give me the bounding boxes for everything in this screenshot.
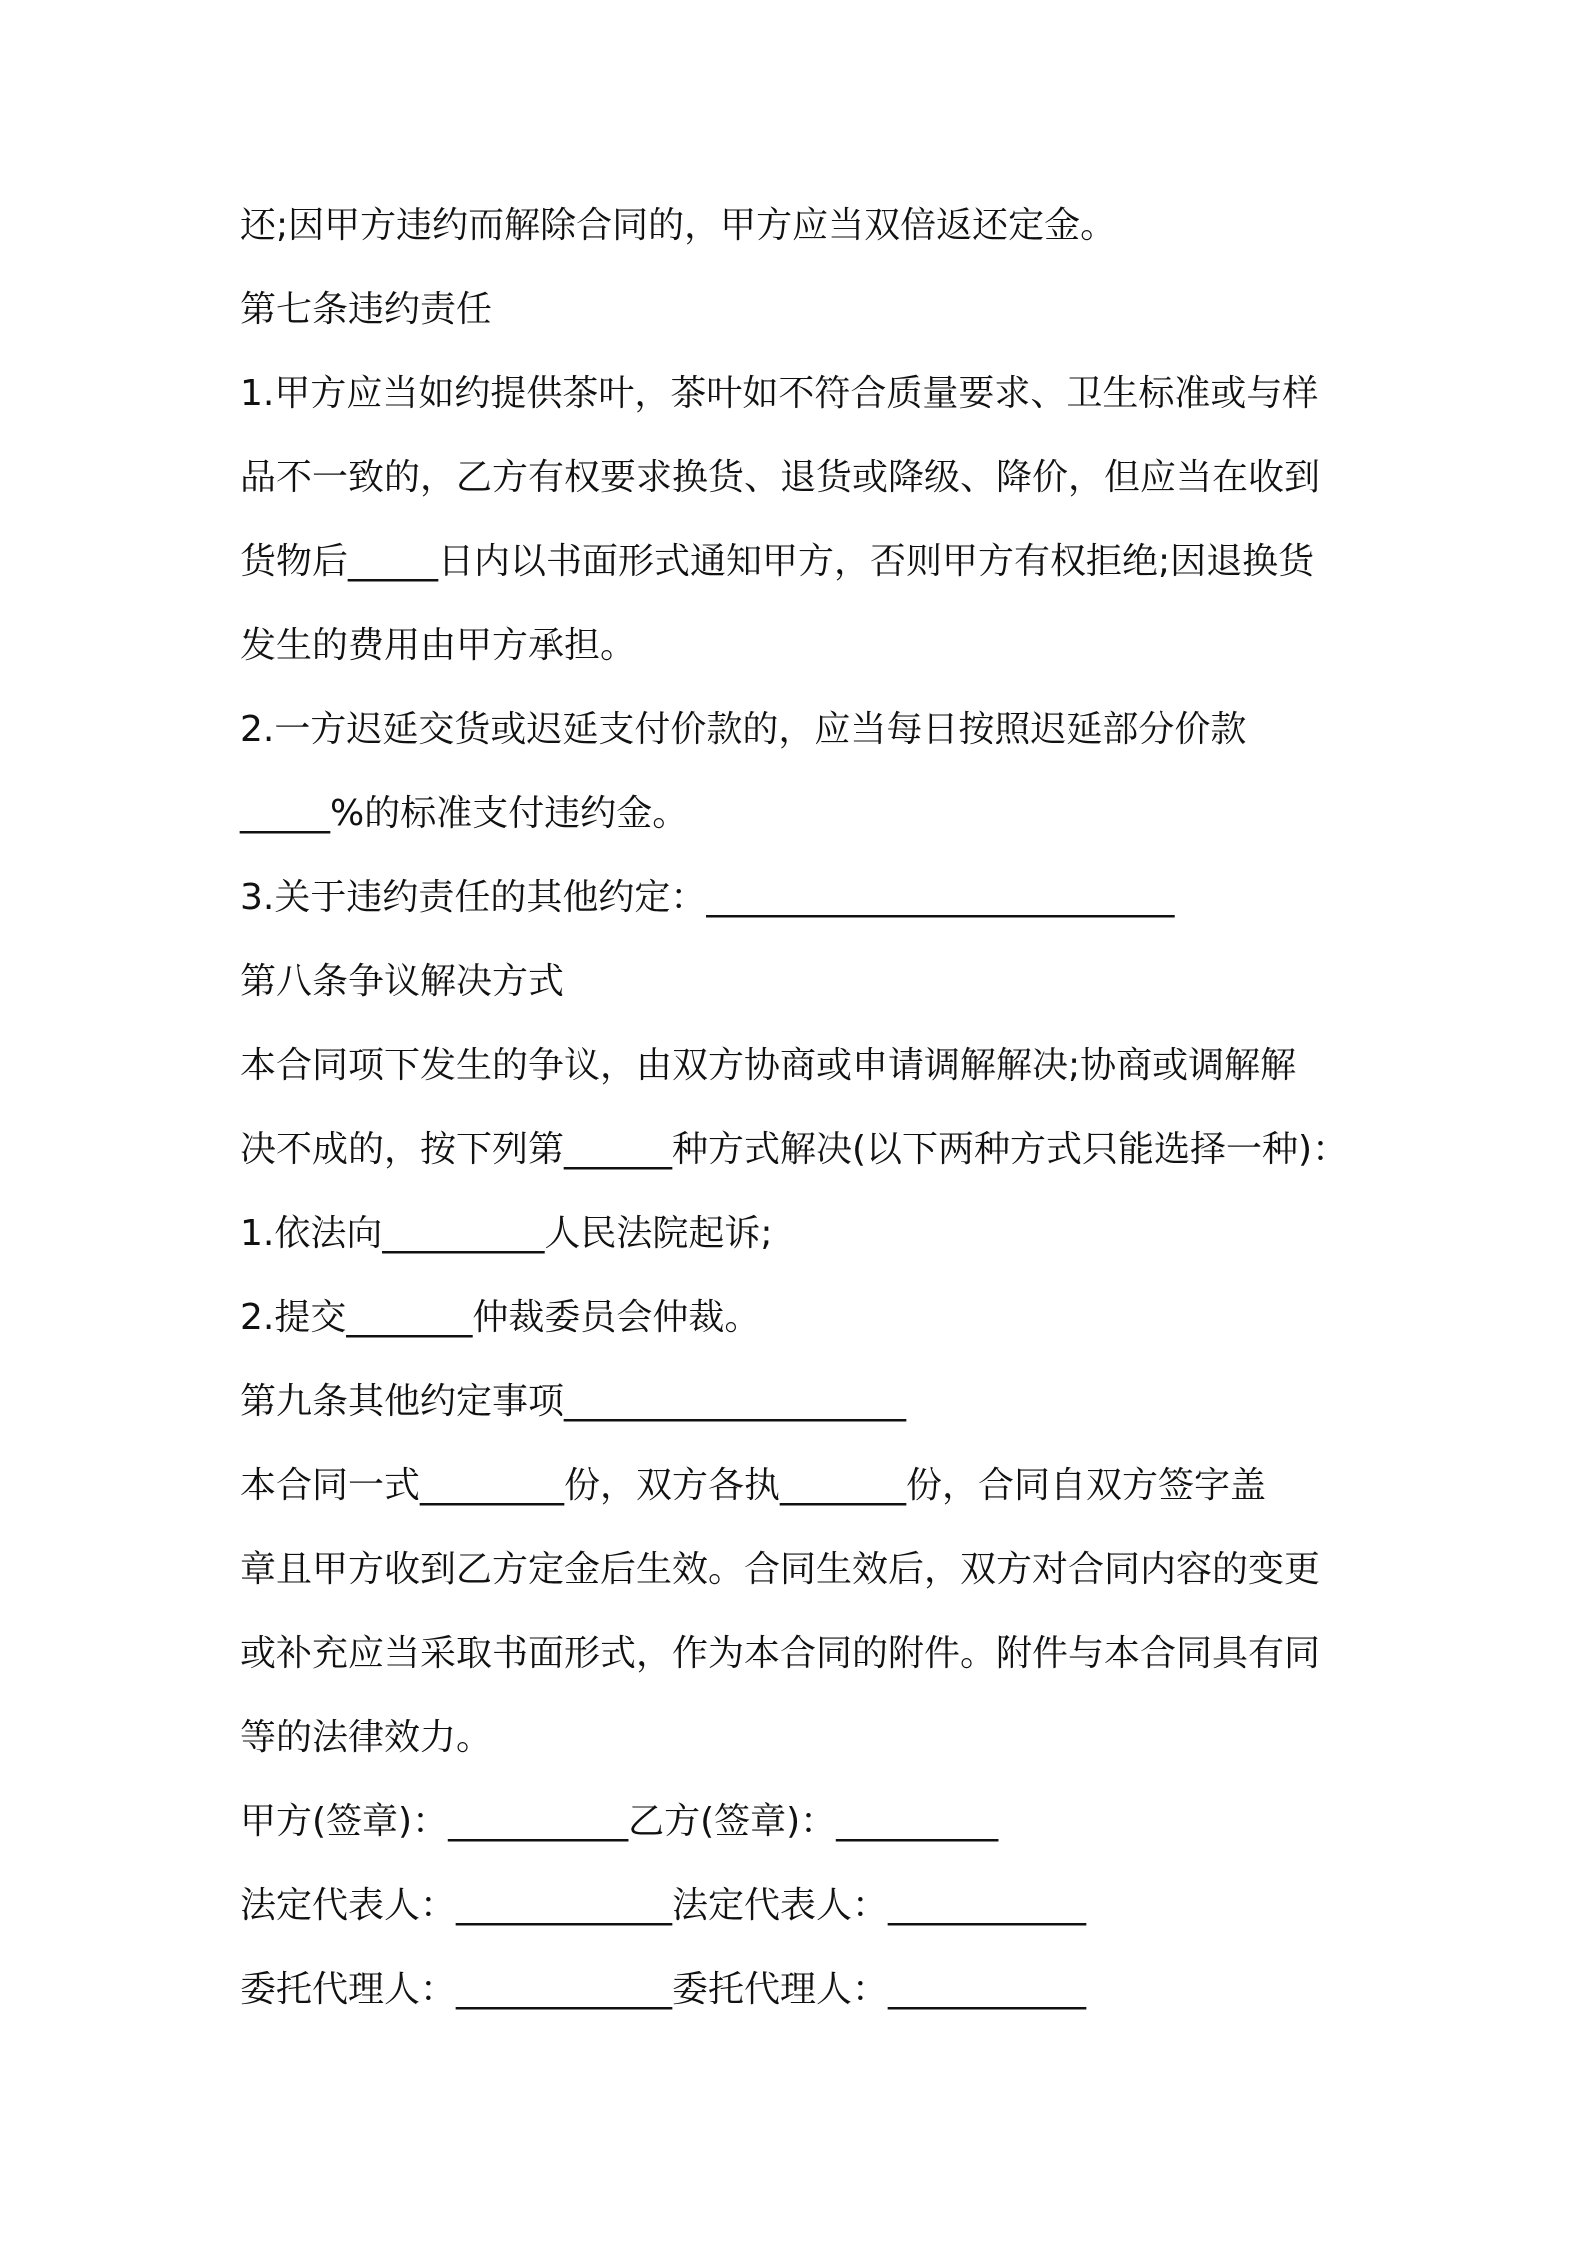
signature-line-parties: 甲方(签章)：__________乙方(签章)：_________ xyxy=(240,1801,999,1842)
text-line-8-option-2: 2.提交_______仲裁委员会仲裁。 xyxy=(240,1297,761,1338)
text-line-return-deposit: 还;因甲方违约而解除合同的，甲方应当双倍返还定金。 xyxy=(240,205,1117,246)
text-line-7-2-b: _____%的标准支付违约金。 xyxy=(240,793,689,834)
text-line-7-1-d: 发生的费用由甲方承担。 xyxy=(240,625,637,666)
signature-line-agent: 委托代理人：____________委托代理人：___________ xyxy=(240,1969,1087,2010)
text-line-copies-d: 等的法律效力。 xyxy=(240,1717,493,1758)
text-line-copies-c: 或补充应当采取书面形式，作为本合同的附件。附件与本合同具有同 xyxy=(240,1633,1321,1674)
text-line-7-3: 3.关于违约责任的其他约定：__________________________ xyxy=(240,877,1175,918)
text-line-7-1-c: 货物后_____日内以书面形式通知甲方，否则甲方有权拒绝;因退换货 xyxy=(240,541,1315,582)
heading-article-7: 第七条违约责任 xyxy=(240,289,493,330)
text-line-7-1-b: 品不一致的，乙方有权要求换货、退货或降级、降价，但应当在收到 xyxy=(240,457,1321,498)
text-line-8-a: 本合同项下发生的争议，由双方协商或申请调解解决;协商或调解解 xyxy=(240,1045,1297,1086)
text-line-8-option-1: 1.依法向_________人民法院起诉; xyxy=(240,1213,773,1254)
heading-article-9: 第九条其他约定事项___________________ xyxy=(240,1381,907,1422)
text-line-copies-a: 本合同一式________份，双方各执_______份，合同自双方签字盖 xyxy=(240,1465,1267,1506)
text-line-8-b: 决不成的，按下列第______种方式解决(以下两种方式只能选择一种)： xyxy=(240,1129,1349,1170)
text-line-copies-b: 章且甲方收到乙方定金后生效。合同生效后，双方对合同内容的变更 xyxy=(240,1549,1321,1590)
heading-article-8: 第八条争议解决方式 xyxy=(240,961,565,1002)
text-line-7-2-a: 2.一方迟延交货或迟延支付价款的，应当每日按照迟延部分价款 xyxy=(240,709,1247,750)
text-line-7-1-a: 1.甲方应当如约提供茶叶，茶叶如不符合质量要求、卫生标准或与样 xyxy=(240,373,1319,414)
signature-line-legal-rep: 法定代表人：____________法定代表人：___________ xyxy=(240,1885,1087,1926)
